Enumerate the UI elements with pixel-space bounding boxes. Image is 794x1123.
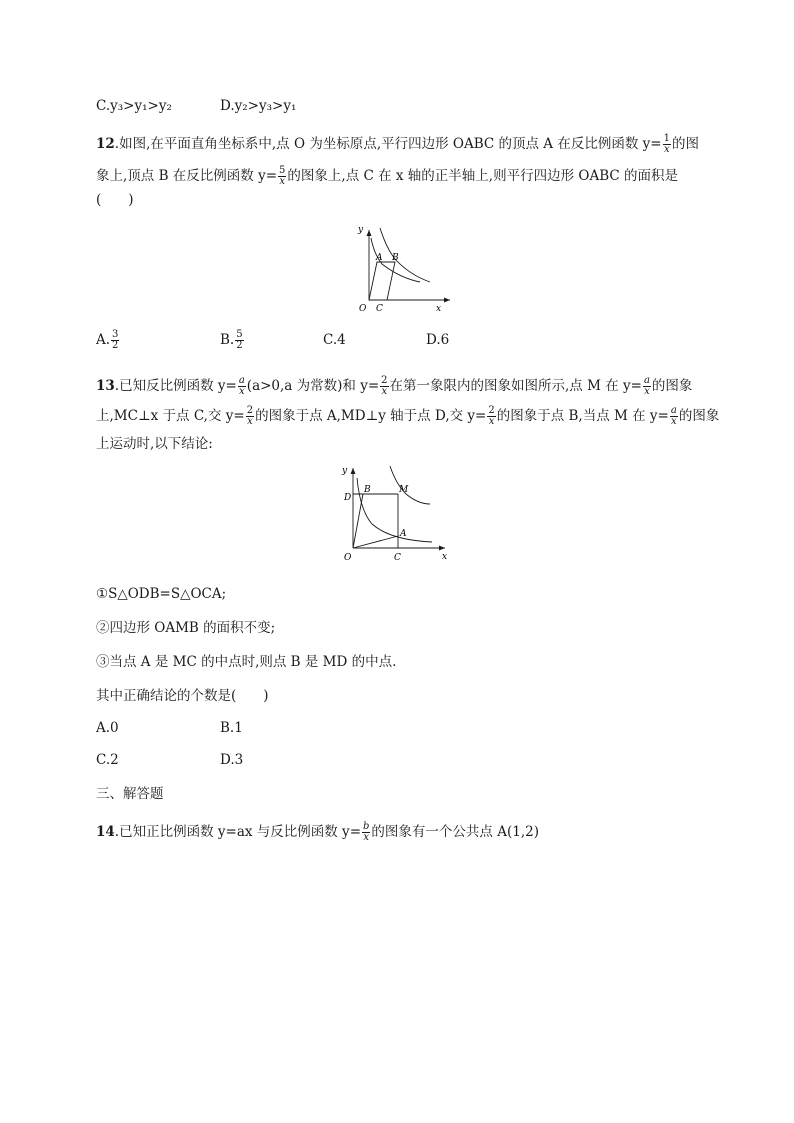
q13-conclusion-2: ②四边形 OAMB 的面积不变; xyxy=(96,620,276,636)
q12-option-b-num: 5 xyxy=(236,329,243,340)
q13-fa-den-2: x xyxy=(644,386,650,397)
q12-text-a: .如图,在平面直角坐标系中,点 O 为坐标原点,平行四边形 OABC 的顶点 A 在反比例函数 y= xyxy=(114,136,662,152)
q12-label-c: C xyxy=(376,304,383,314)
q13-label-o: O xyxy=(344,553,352,563)
q12-option-c: C.4 xyxy=(323,332,346,348)
q12-option-a-prefix: A. xyxy=(96,332,111,348)
q13-number: 13 xyxy=(96,378,115,394)
q13-label-b: B xyxy=(364,485,371,495)
q13-option-c: C.2 xyxy=(96,752,119,768)
q13-f2-den-1: x xyxy=(381,386,388,397)
q12-option-d: D.6 xyxy=(426,332,450,348)
q11-option-d: D.y₂>y₃>y₁ xyxy=(220,98,297,114)
q13-f2-num-3: 2 xyxy=(488,405,495,416)
q13-fa-num-1: a xyxy=(238,375,245,386)
q12-curve-5x xyxy=(380,228,430,282)
q13-segment-oa xyxy=(353,536,398,548)
q13-line2-a: 上,MC⊥x 于点 C,交 y= xyxy=(96,408,245,424)
q12-figure xyxy=(340,220,460,315)
q12-frac1-num: 1 xyxy=(663,133,670,144)
q13-fa-num-3: a xyxy=(670,405,677,416)
q13-line2-c: 的图象于点 B,当点 M 在 y= xyxy=(496,408,669,424)
q12-option-a-den: 2 xyxy=(112,340,119,351)
q12-label-x: x xyxy=(436,304,442,314)
q13-line1-a: .已知反比例函数 y= xyxy=(114,378,237,394)
q13-frac-a-2 xyxy=(643,376,651,397)
q13-fa-den-1: x xyxy=(238,386,245,397)
q12-option-b-frac xyxy=(235,330,243,351)
q14-line-1 xyxy=(96,822,539,843)
q13-fa-num-2: a xyxy=(643,375,650,386)
q12-y-arrow xyxy=(367,230,372,236)
q13-line-3: 上运动时,以下结论: xyxy=(96,436,213,452)
q13-line1-b: (a>0,a 为常数)和 y= xyxy=(246,378,380,394)
q12-label-a: A xyxy=(376,253,383,263)
q12-line-2 xyxy=(96,166,678,187)
q13-f2-den-3: x xyxy=(488,416,495,427)
section-title: 三、解答题 xyxy=(96,786,164,802)
q13-f2-den-2: x xyxy=(247,416,253,427)
q12-text-d: 的图象上,点 C 在 x 轴的正半轴上,则平行四边形 OABC 的面积是 xyxy=(287,168,678,184)
q13-frac-a-3 xyxy=(670,406,678,427)
q13-figure xyxy=(332,462,457,568)
q13-frac-2-1 xyxy=(380,376,388,397)
q13-label-x: x xyxy=(442,552,448,562)
q12-text-c: 象上,顶点 B 在反比例函数 y= xyxy=(96,168,278,184)
q12-parallelogram xyxy=(369,262,395,300)
q13-curve-ax xyxy=(390,466,430,504)
q13-label-y: y xyxy=(342,466,348,476)
q12-x-arrow xyxy=(444,298,450,303)
q14-text-a: .已知正比例函数 y=ax 与反比例函数 y= xyxy=(114,824,362,840)
q12-fraction-1 xyxy=(663,134,671,155)
q12-frac2-den: x xyxy=(279,176,286,187)
q13-label-c: C xyxy=(394,553,401,563)
q12-fraction-2 xyxy=(278,166,286,187)
q13-label-a: A xyxy=(400,529,407,539)
q12-paren: ( ) xyxy=(96,192,134,208)
q13-line1-c: 在第一象限内的图象如图所示,点 M 在 y= xyxy=(389,378,642,394)
q12-frac2-num: 5 xyxy=(279,165,286,176)
q13-frac-2-2 xyxy=(246,406,254,427)
q13-label-d: D xyxy=(344,493,352,503)
q12-label-b: B xyxy=(392,253,399,263)
q12-line-1 xyxy=(96,134,699,155)
q13-label-m: M xyxy=(399,485,409,495)
q14-number: 14 xyxy=(96,824,115,840)
q13-segment-ob xyxy=(353,494,363,548)
q12-option-b-den: 2 xyxy=(236,340,243,351)
q12-option-b-prefix: B. xyxy=(220,332,235,348)
q13-option-d: D.3 xyxy=(220,752,244,768)
q13-line1-d: 的图象 xyxy=(651,378,693,394)
q12-option-a-frac xyxy=(111,330,119,351)
q12-frac1-den: x xyxy=(663,144,670,155)
q13-f2-num-1: 2 xyxy=(381,375,388,386)
q13-line-1 xyxy=(96,376,692,397)
q13-line2-b: 的图象于点 A,MD⊥y 轴于点 D,交 y= xyxy=(255,408,487,424)
q12-option-a xyxy=(96,330,120,351)
q14-frac-num: b xyxy=(363,821,370,832)
q13-y-arrow xyxy=(351,468,356,474)
q12-option-b xyxy=(220,330,245,351)
q13-conclusion-1: ①S△ODB=S△OCA; xyxy=(96,586,227,602)
q12-label-o: O xyxy=(359,304,367,314)
q12-label-y: y xyxy=(358,225,364,235)
q13-fa-den-3: x xyxy=(671,416,677,427)
q14-text-b: 的图象有一个公共点 A(1,2) xyxy=(371,824,539,840)
q13-conclusion-3: ③当点 A 是 MC 的中点时,则点 B 是 MD 的中点. xyxy=(96,654,397,670)
q13-line2-d: 的图象 xyxy=(678,408,720,424)
q13-option-b: B.1 xyxy=(220,720,243,736)
q12-number: 12 xyxy=(96,136,115,152)
q14-frac-den: x xyxy=(363,832,370,843)
q11-option-c: C.y₃>y₁>y₂ xyxy=(96,98,172,114)
q13-line-2 xyxy=(96,406,719,427)
q13-option-a: A.0 xyxy=(96,720,119,736)
q13-f2-num-2: 2 xyxy=(246,405,254,416)
q13-frac-2-3 xyxy=(487,406,495,427)
q14-fraction xyxy=(362,822,370,843)
q12-text-b: 的图 xyxy=(671,136,699,152)
q13-frac-a-1 xyxy=(238,376,246,397)
q13-question: 其中正确结论的个数是( ) xyxy=(96,688,269,704)
q12-option-a-num: 3 xyxy=(112,329,119,340)
q13-x-arrow xyxy=(439,546,445,551)
